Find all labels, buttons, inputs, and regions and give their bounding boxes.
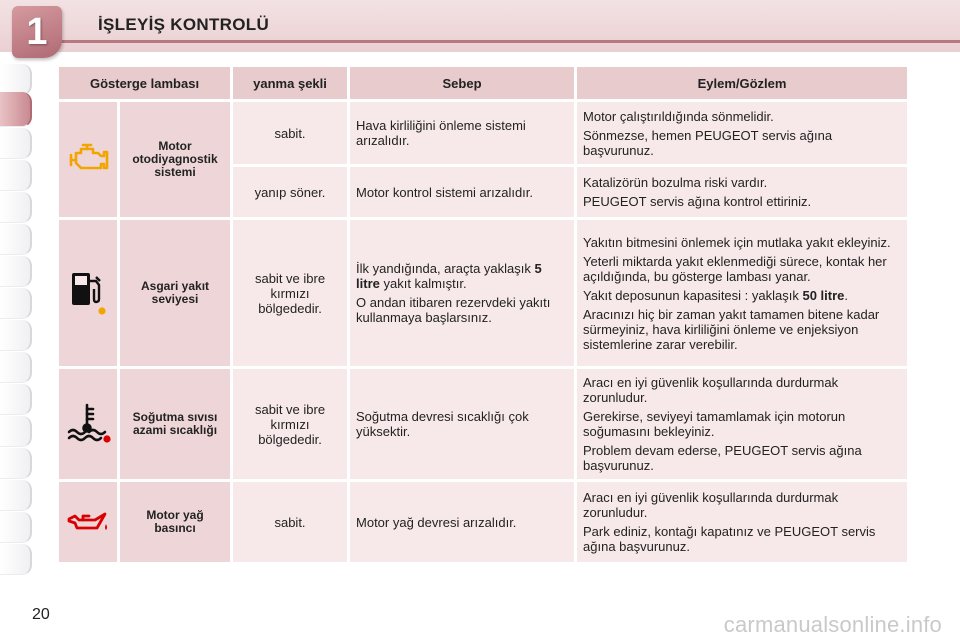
lamp-name: Motor otodiyagnostik sistemi (120, 102, 230, 217)
action-text: PEUGEOT servis ağına kontrol ettiriniz. (583, 194, 812, 209)
cause-cell (350, 369, 574, 479)
side-tab[interactable] (0, 320, 32, 351)
cause-cell (350, 102, 574, 164)
table-row (59, 102, 907, 164)
side-tab-strip (0, 64, 34, 576)
side-tab[interactable] (0, 512, 32, 543)
side-tab-active[interactable] (0, 92, 32, 127)
action-text: Park ediniz, kontağı kapatınız ve PEUGEOT servis ağına başvurunuz. (583, 524, 876, 554)
action-text (583, 288, 901, 303)
header-divider (60, 40, 960, 43)
cause-text: Motor yağ devresi arızalıdır. (356, 514, 517, 530)
tank-capacity: 50 litre (802, 287, 845, 303)
side-tab[interactable] (0, 544, 32, 575)
page-number: 20 (32, 606, 50, 623)
action-text: Aracı en iyi güvenlik koşullarında durdurmak zorunludur. (583, 490, 839, 520)
table-header-row (59, 67, 907, 99)
lamp-name: Motor yağ basıncı (120, 482, 230, 562)
action-text: Problem devam ederse, PEUGEOT servis ağına başvurunuz. (583, 443, 862, 473)
action-cell (577, 102, 907, 164)
cause-cell (350, 167, 574, 217)
cause-text-part: yakıt kalmıştır. (383, 276, 467, 291)
lamp-icon-cell (59, 220, 117, 366)
lighting-mode: sabit ve ibre kırmızı bölgededir. (233, 220, 347, 366)
side-tab[interactable] (0, 192, 32, 223)
action-text: Motor çalıştırıldığında sönmelidir. (583, 108, 774, 124)
cause-cell (350, 220, 574, 366)
action-text-part: . (844, 287, 849, 303)
side-tab[interactable] (0, 288, 32, 319)
side-tab[interactable] (0, 352, 32, 383)
lamp-name: Asgari yakıt seviyesi (120, 220, 230, 366)
page-title: İŞLEYİŞ KONTROLÜ (98, 15, 270, 34)
cause-text: Soğutma devresi sıcaklığı çok yüksektir. (356, 409, 529, 439)
cause-text: Motor kontrol sistemi arızalıdır. (356, 184, 534, 200)
side-tab[interactable] (0, 224, 32, 255)
side-tab[interactable] (0, 448, 32, 479)
lamp-icon-cell (59, 482, 117, 562)
lighting-mode: sabit. (233, 482, 347, 562)
table-row (59, 220, 907, 366)
action-text: Gerekirse, seviyeyi tamamlamak için motorun soğumasını bekleyiniz. (583, 409, 846, 439)
side-tab[interactable] (0, 416, 32, 447)
lamp-icon-cell (59, 369, 117, 479)
column-header-lamp: Gösterge lambası (59, 67, 230, 99)
action-cell (577, 482, 907, 562)
action-text-part: Yakıt deposunun kapasitesi : yaklaşık (583, 287, 799, 303)
lighting-mode: sabit ve ibre kırmızı bölgededir. (233, 369, 347, 479)
action-text: Katalizörün bozulma riski vardır. (583, 175, 768, 190)
table-row (59, 369, 907, 479)
coolant-temperature-icon (65, 401, 113, 445)
side-tab[interactable] (0, 64, 32, 95)
side-tab[interactable] (0, 480, 32, 511)
cause-text: O andan itibaren rezervdeki yakıtı kullanmaya başlarsınız. (356, 295, 551, 325)
fuel-reserve-amount: 5 litre (356, 261, 542, 291)
action-text: Aracı en iyi güvenlik koşullarında durdurmak zorunludur. (583, 375, 839, 405)
side-tab[interactable] (0, 256, 32, 287)
side-tab[interactable] (0, 128, 32, 159)
action-text: Aracınızı hiç bir zaman yakıt tamamen bitene kadar sürmeyiniz, hava kirliliğini önleme ve enjeksiyon sistemlerine zarar verebilir. (583, 306, 880, 352)
chapter-badge: 1 (12, 6, 62, 58)
action-cell (577, 220, 907, 366)
lamp-name: Soğutma sıvısı azami sıcaklığı (120, 369, 230, 479)
action-cell (577, 167, 907, 217)
side-tab[interactable] (0, 160, 32, 191)
lamp-icon-cell (59, 102, 117, 217)
column-header-action: Eylem/Gözlem (577, 67, 907, 99)
action-text: Yakıtın bitmesini önlemek için mutlaka yakıt ekleyiniz. (583, 234, 891, 250)
oil-pressure-icon (65, 507, 111, 535)
engine-check-icon (67, 142, 109, 174)
watermark: carmanualsonline.info (723, 612, 942, 637)
lighting-mode: sabit. (233, 102, 347, 164)
action-cell (577, 369, 907, 479)
cause-text: Hava kirliliğini önleme sistemi arızalıdır. (356, 118, 526, 148)
cause-text-part: İlk yandığında, araçta yaklaşık (356, 261, 531, 276)
action-text: Sönmezse, hemen PEUGEOT servis ağına başvurunuz. (583, 127, 833, 158)
lighting-mode: yanıp söner. (233, 167, 347, 217)
column-header-cause: Sebep (350, 67, 574, 99)
table-row (59, 482, 907, 562)
action-text: Yeterli miktarda yakıt eklenmediği sürece, kontak her açıldığında, bu gösterge lambası yanar. (583, 253, 887, 284)
cause-text (356, 261, 568, 291)
side-tab[interactable] (0, 384, 32, 415)
fuel-pump-icon (66, 267, 110, 317)
column-header-mode: yanma şekli (233, 67, 347, 99)
warning-lamp-table (56, 64, 904, 565)
cause-cell (350, 482, 574, 562)
